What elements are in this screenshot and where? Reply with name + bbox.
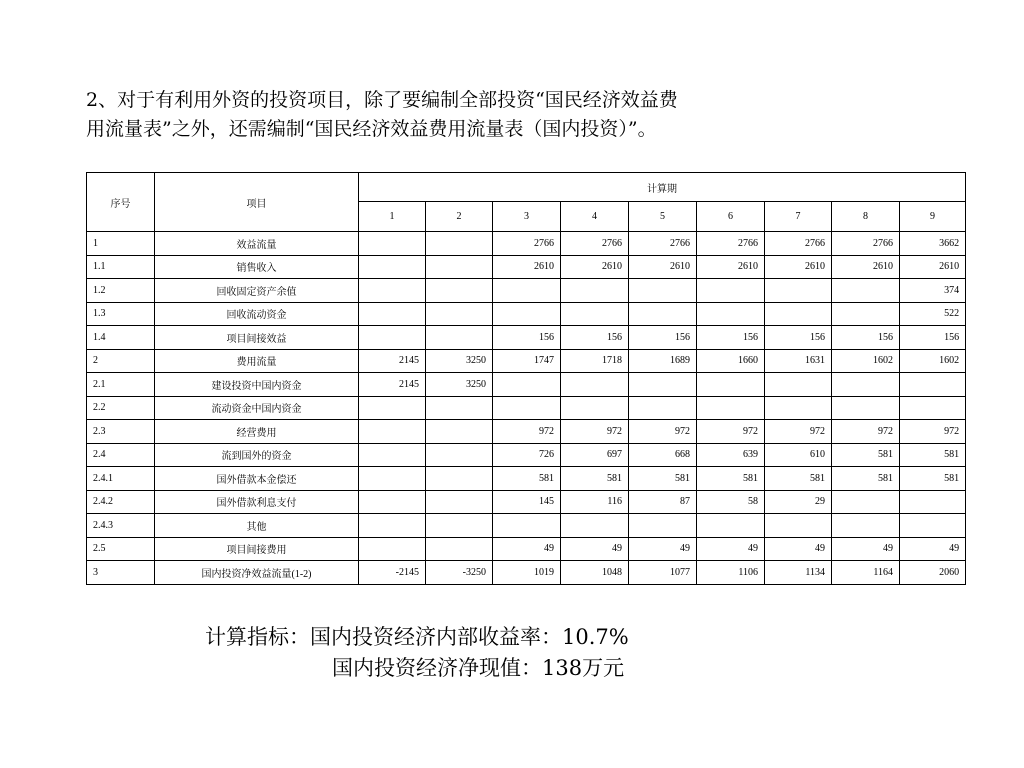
row-value (765, 302, 832, 326)
row-value: 1718 (561, 349, 629, 373)
row-seq: 2.4.2 (87, 490, 155, 514)
row-value: -2145 (359, 561, 426, 585)
row-value: 1631 (765, 349, 832, 373)
row-value (359, 279, 426, 303)
row-value: 2060 (900, 561, 966, 585)
row-seq: 3 (87, 561, 155, 585)
row-value: 1019 (493, 561, 561, 585)
row-value: 87 (629, 490, 697, 514)
row-value: 581 (629, 467, 697, 491)
row-value (832, 373, 900, 397)
row-value: 1602 (832, 349, 900, 373)
row-value (832, 279, 900, 303)
row-value: 49 (629, 537, 697, 561)
row-value (359, 514, 426, 538)
row-value: 972 (629, 420, 697, 444)
row-value (561, 514, 629, 538)
row-value: 581 (832, 467, 900, 491)
row-value: 1689 (629, 349, 697, 373)
row-seq: 1.3 (87, 302, 155, 326)
row-value: 3662 (900, 232, 966, 256)
header-period: 计算期 (359, 173, 966, 202)
row-value (493, 396, 561, 420)
row-value: 2610 (832, 255, 900, 279)
row-value (629, 396, 697, 420)
row-seq: 2.1 (87, 373, 155, 397)
heading-line-2: 用流量表”之外，还需编制“国民经济效益费用流量表（国内投资）”。 (86, 118, 657, 140)
row-value (629, 279, 697, 303)
row-value (697, 302, 765, 326)
row-value: 49 (697, 537, 765, 561)
header-period-8: 8 (832, 202, 900, 232)
header-period-1: 1 (359, 202, 426, 232)
row-item: 费用流量 (155, 349, 359, 373)
row-value: 156 (629, 326, 697, 350)
table-row (87, 232, 966, 256)
row-value: 2766 (493, 232, 561, 256)
row-value: 697 (561, 443, 629, 467)
row-value (426, 467, 493, 491)
row-value: 156 (900, 326, 966, 350)
row-value: 2610 (900, 255, 966, 279)
row-value: 1048 (561, 561, 629, 585)
row-value: 2610 (765, 255, 832, 279)
row-value (359, 420, 426, 444)
row-seq: 2.3 (87, 420, 155, 444)
row-value: 581 (765, 467, 832, 491)
row-value: 3250 (426, 373, 493, 397)
row-value: 1747 (493, 349, 561, 373)
row-value: 2610 (697, 255, 765, 279)
table-row (87, 561, 966, 585)
row-value (359, 302, 426, 326)
header-period-2: 2 (426, 202, 493, 232)
row-value (765, 514, 832, 538)
row-value: 581 (561, 467, 629, 491)
row-value: 972 (493, 420, 561, 444)
row-value (493, 514, 561, 538)
row-seq: 2.4 (87, 443, 155, 467)
heading (86, 86, 846, 144)
row-value (765, 396, 832, 420)
table-row (87, 490, 966, 514)
row-value: 1602 (900, 349, 966, 373)
row-value: 726 (493, 443, 561, 467)
row-value: 58 (697, 490, 765, 514)
row-seq: 1.1 (87, 255, 155, 279)
row-value (426, 420, 493, 444)
row-value (765, 279, 832, 303)
row-seq: 2 (87, 349, 155, 373)
row-value (900, 373, 966, 397)
row-value: 2766 (765, 232, 832, 256)
row-value (900, 396, 966, 420)
row-value (426, 396, 493, 420)
row-item: 销售收入 (155, 255, 359, 279)
row-value (426, 443, 493, 467)
row-value: 639 (697, 443, 765, 467)
cash-flow-table (86, 172, 966, 585)
row-item: 项目间接效益 (155, 326, 359, 350)
row-value: 2610 (493, 255, 561, 279)
row-value: 156 (832, 326, 900, 350)
row-value (561, 396, 629, 420)
indicators (205, 622, 629, 684)
row-value: 581 (900, 443, 966, 467)
table-row (87, 467, 966, 491)
row-value (697, 396, 765, 420)
row-value: 668 (629, 443, 697, 467)
row-value: 1077 (629, 561, 697, 585)
row-value: 49 (493, 537, 561, 561)
row-item: 效益流量 (155, 232, 359, 256)
row-value (426, 279, 493, 303)
row-value (359, 255, 426, 279)
row-value: 972 (561, 420, 629, 444)
row-value: 581 (900, 467, 966, 491)
table-row (87, 326, 966, 350)
row-value (359, 490, 426, 514)
table-row (87, 537, 966, 561)
row-value (359, 467, 426, 491)
row-value: 2766 (832, 232, 900, 256)
row-value: 2766 (697, 232, 765, 256)
row-value (832, 396, 900, 420)
row-value: 972 (900, 420, 966, 444)
row-value (900, 514, 966, 538)
row-value: 581 (493, 467, 561, 491)
table-row (87, 373, 966, 397)
row-value: 1106 (697, 561, 765, 585)
row-value: 2766 (629, 232, 697, 256)
row-value: 581 (832, 443, 900, 467)
header-period-3: 3 (493, 202, 561, 232)
table-row (87, 443, 966, 467)
table-row (87, 279, 966, 303)
row-value (697, 514, 765, 538)
row-value (426, 232, 493, 256)
table-row (87, 420, 966, 444)
row-seq: 2.4.1 (87, 467, 155, 491)
row-value: 2145 (359, 349, 426, 373)
row-seq: 1.4 (87, 326, 155, 350)
row-value: 374 (900, 279, 966, 303)
row-item: 回收流动资金 (155, 302, 359, 326)
row-value: -3250 (426, 561, 493, 585)
row-item: 流到国外的资金 (155, 443, 359, 467)
row-item: 流动资金中国内资金 (155, 396, 359, 420)
row-value (561, 302, 629, 326)
row-seq: 2.2 (87, 396, 155, 420)
row-value (697, 279, 765, 303)
row-value (832, 490, 900, 514)
table-row (87, 302, 966, 326)
row-value: 2610 (629, 255, 697, 279)
row-value (629, 514, 697, 538)
row-value (426, 326, 493, 350)
table-body (87, 232, 966, 585)
row-value: 49 (832, 537, 900, 561)
indicator-irr: 计算指标：国内投资经济内部收益率：10.7% (205, 625, 629, 649)
row-seq: 2.5 (87, 537, 155, 561)
row-value: 972 (697, 420, 765, 444)
row-value (629, 302, 697, 326)
row-value (426, 537, 493, 561)
row-value (359, 326, 426, 350)
row-value (426, 255, 493, 279)
row-value (426, 490, 493, 514)
row-value (493, 302, 561, 326)
row-value (697, 373, 765, 397)
header-seq: 序号 (87, 173, 155, 232)
row-value: 145 (493, 490, 561, 514)
row-seq: 1.2 (87, 279, 155, 303)
row-value (832, 302, 900, 326)
row-seq: 2.4.3 (87, 514, 155, 538)
row-value: 1134 (765, 561, 832, 585)
table-row (87, 514, 966, 538)
row-seq: 1 (87, 232, 155, 256)
row-value (561, 279, 629, 303)
header-period-7: 7 (765, 202, 832, 232)
indicator-npv: 国内投资经济净现值：138万元 (332, 656, 625, 680)
row-value: 116 (561, 490, 629, 514)
row-value: 156 (561, 326, 629, 350)
table-row (87, 396, 966, 420)
header-period-9: 9 (900, 202, 966, 232)
row-item: 回收固定资产余值 (155, 279, 359, 303)
row-value (900, 490, 966, 514)
header-period-4: 4 (561, 202, 629, 232)
row-value (359, 232, 426, 256)
row-value (359, 396, 426, 420)
header-period-5: 5 (629, 202, 697, 232)
row-value: 1660 (697, 349, 765, 373)
header-item: 项目 (155, 173, 359, 232)
row-value (561, 373, 629, 397)
row-value: 2610 (561, 255, 629, 279)
row-value (629, 373, 697, 397)
row-value (359, 443, 426, 467)
row-value: 156 (493, 326, 561, 350)
row-item: 国外借款本金偿还 (155, 467, 359, 491)
row-item: 建设投资中国内资金 (155, 373, 359, 397)
table-row (87, 349, 966, 373)
row-value (765, 373, 832, 397)
row-value: 972 (765, 420, 832, 444)
row-value (426, 514, 493, 538)
row-value (832, 514, 900, 538)
row-value: 49 (900, 537, 966, 561)
row-item: 经营费用 (155, 420, 359, 444)
row-value: 49 (765, 537, 832, 561)
table-row (87, 255, 966, 279)
row-value: 972 (832, 420, 900, 444)
row-item: 项目间接费用 (155, 537, 359, 561)
row-item: 其他 (155, 514, 359, 538)
row-value: 2766 (561, 232, 629, 256)
row-value: 581 (697, 467, 765, 491)
row-value (493, 373, 561, 397)
row-value: 1164 (832, 561, 900, 585)
row-item: 国内投资净效益流量(1-2) (155, 561, 359, 585)
row-value: 3250 (426, 349, 493, 373)
row-value: 2145 (359, 373, 426, 397)
row-value: 610 (765, 443, 832, 467)
row-value: 49 (561, 537, 629, 561)
header-period-6: 6 (697, 202, 765, 232)
row-value: 156 (765, 326, 832, 350)
row-value (426, 302, 493, 326)
row-value: 522 (900, 302, 966, 326)
row-value: 29 (765, 490, 832, 514)
heading-line-1: 2、对于有利用外资的投资项目，除了要编制全部投资“国民经济效益费 (86, 89, 678, 111)
table-header (87, 173, 966, 232)
row-value (359, 537, 426, 561)
row-item: 国外借款利息支付 (155, 490, 359, 514)
row-value (493, 279, 561, 303)
row-value: 156 (697, 326, 765, 350)
